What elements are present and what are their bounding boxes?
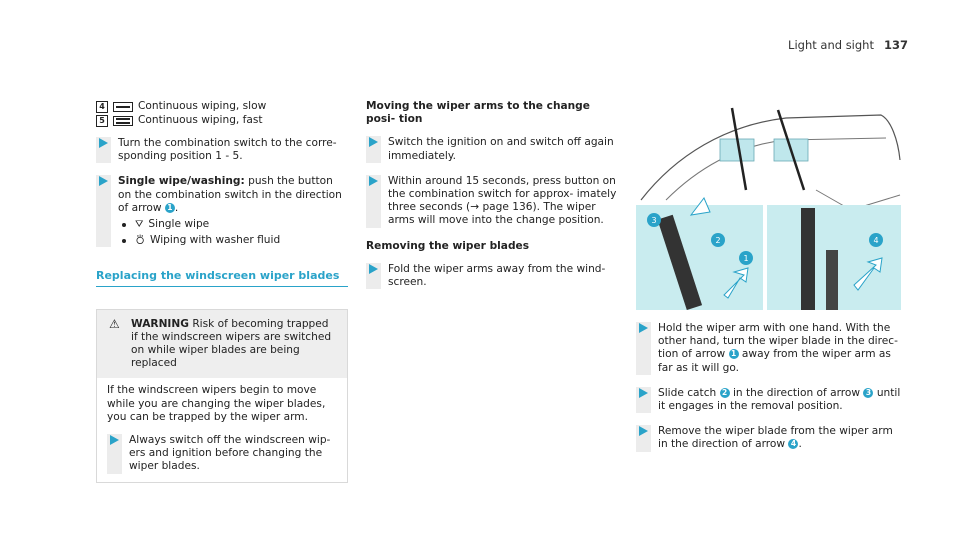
step-arrow-icon [99,138,108,148]
position-4 [96,100,348,114]
step-turn-switch [96,137,348,163]
step-text: Switch the ignition on and switch off again immediately. [388,136,614,162]
step-slide-catch [636,387,901,413]
step-arrow-icon [639,388,648,398]
step-text: Always switch off the windscreen wip- ers and ignition before changing the wiper blades. [129,434,331,473]
step-text: Within around 15 seconds, press button on the combination switch for approx- imately three seconds (→ page 136). The wiper arms will move into the change position. [388,174,617,227]
bullet-single-wipe [122,218,348,231]
column-3 [636,322,901,464]
warning-header [97,310,347,379]
warning-text: Risk of becoming trapped if the windscreen wipers are switched on while wiper blades are being replaced [131,317,332,370]
step-text: Turn the combination switch to the corre- sponding position [118,137,337,163]
warning-label: WARNING [131,317,189,330]
warning-box [96,309,348,483]
step-ignition [366,136,620,162]
step-keys: 1 - 5. [215,150,243,163]
section-name: Light and sight [788,38,874,52]
step-arrow-icon [369,137,378,147]
step-text: until it engages in the removal position. [658,386,901,413]
step-text: away from the wiper arm as far as it will go. [658,348,891,374]
warning-triangle-icon: ⚠ [109,316,120,331]
bullet-text: Single wipe [148,218,210,231]
callout-1-icon: 1 [729,349,739,359]
section-title: Replacing the windscreen wiper blades [96,269,348,286]
position-list [96,100,348,128]
step-text: Remove the wiper blade from the wiper arm in the direction of arrow [658,425,893,451]
washer-icon: ⛣ [135,235,145,247]
key-5-icon: 5 [96,115,108,127]
callout-3-label: 3 [651,216,657,225]
column-2 [366,100,620,301]
step-bold-label: Single wipe/washing: [118,175,245,188]
step-text: Hold the wiper arm with one hand. With the other hand, turn the wiper blade in the direc- tion of arrow [658,322,898,361]
step-arrow-icon [369,176,378,186]
step-arrow-icon [369,264,378,274]
step-single-wipe: Single wipe/washing: push the button on the combination switch in the direction of arrow 1 . ⛛ Single wipe ⛣ Wiping with washer fluid [96,175,348,247]
step-fold-arms [366,263,620,289]
callout-2-label: 2 [715,236,721,245]
slow-wipe-icon [113,102,133,112]
heading-change-position: Moving the wiper arms to the change posi- tion [366,100,590,126]
warning-body-text: If the windscreen wipers begin to move while you are changing the wiper blades, you can be trapped by the wiper arm. [107,384,326,423]
step-arrow-icon [639,426,648,436]
column-1 [96,100,348,483]
warning-body [97,378,347,481]
callout-4-label: 4 [873,236,879,245]
callout-1-label: 1 [743,254,749,263]
bullet-text: Wiping with washer fluid [150,234,281,247]
key-4-icon: 4 [96,101,108,113]
step-arrow-icon [110,435,119,445]
single-wipe-icon: ⛛ [135,219,144,231]
callout-3-icon: 3 [863,388,873,398]
position-5 [96,114,348,128]
callout-2-icon: 2 [720,388,730,398]
bullet-washer [122,234,348,247]
heading-removing: Removing the wiper blades [366,239,530,252]
position-5-label: Continuous wiping, fast [138,114,263,127]
step-text: push the button on the combination switch in the direction of arrow [118,175,342,214]
step-turn-blade [636,322,901,375]
page-number: 137 [883,38,908,52]
warning-step [107,434,337,474]
step-text: Slide catch [658,386,717,399]
position-4-label: Continuous wiping, slow [138,100,267,113]
step-arrow-icon [639,323,648,333]
step-arrow-icon [99,176,108,186]
step-press-button [366,175,620,228]
wiper-illustration [636,100,901,310]
bullet-dot-icon [122,239,126,243]
step-text: in the direction of arrow [732,386,861,399]
page-header [788,38,908,52]
callout-4-icon: 4 [788,439,798,449]
step-text: Fold the wiper arms away from the wind- screen. [388,262,606,289]
callout-1-icon: 1 [165,203,175,213]
step-remove-blade: Remove the wiper blade from the wiper arm in the direction of arrow 4 . [636,425,901,451]
bullet-dot-icon [122,223,126,227]
fast-wipe-icon [113,116,133,126]
